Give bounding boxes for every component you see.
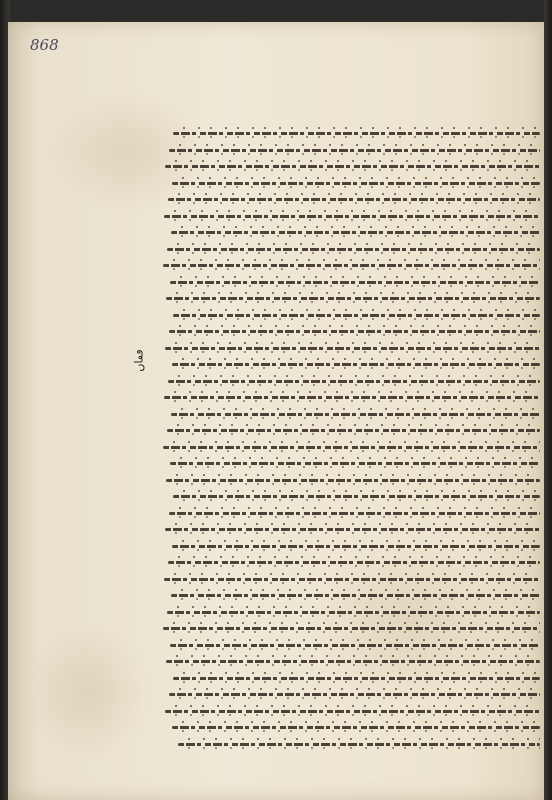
handwritten-line <box>172 363 540 366</box>
handwritten-line <box>171 231 540 234</box>
handwritten-line <box>170 644 540 647</box>
handwritten-line <box>169 149 540 152</box>
paper-stain <box>28 622 148 762</box>
handwritten-line <box>173 495 540 498</box>
marginal-annotation: ٯٯاں <box>132 349 146 372</box>
handwritten-line <box>167 248 540 251</box>
handwritten-line <box>169 330 540 333</box>
handwritten-line <box>165 347 540 350</box>
handwritten-line <box>166 479 540 482</box>
handwritten-line <box>167 611 540 614</box>
handwritten-line <box>178 743 540 746</box>
handwritten-line <box>166 660 540 663</box>
handwritten-line <box>168 380 540 383</box>
handwritten-line <box>163 446 540 449</box>
handwritten-line <box>173 677 540 680</box>
handwritten-line <box>171 413 540 416</box>
folio-number: 868 <box>30 36 59 54</box>
handwritten-line <box>172 726 540 729</box>
handwritten-line <box>168 198 540 201</box>
handwritten-line <box>172 545 540 548</box>
page-edge <box>544 0 552 800</box>
handwritten-line <box>167 429 540 432</box>
handwritten-line <box>168 561 540 564</box>
handwritten-text-block <box>150 128 540 758</box>
handwritten-line <box>173 314 540 317</box>
handwritten-line <box>164 215 540 218</box>
handwritten-line <box>171 594 540 597</box>
handwritten-line <box>163 264 540 267</box>
handwritten-line <box>165 528 540 531</box>
handwritten-line <box>164 396 540 399</box>
handwritten-line <box>165 165 540 168</box>
handwritten-line <box>165 710 540 713</box>
handwritten-line <box>170 281 540 284</box>
handwritten-line <box>172 182 540 185</box>
handwritten-line <box>164 578 540 581</box>
handwritten-line <box>163 627 540 630</box>
handwritten-line <box>169 512 540 515</box>
handwritten-line <box>169 693 540 696</box>
handwritten-line <box>173 132 540 135</box>
handwritten-line <box>170 462 540 465</box>
handwritten-line <box>166 297 540 300</box>
